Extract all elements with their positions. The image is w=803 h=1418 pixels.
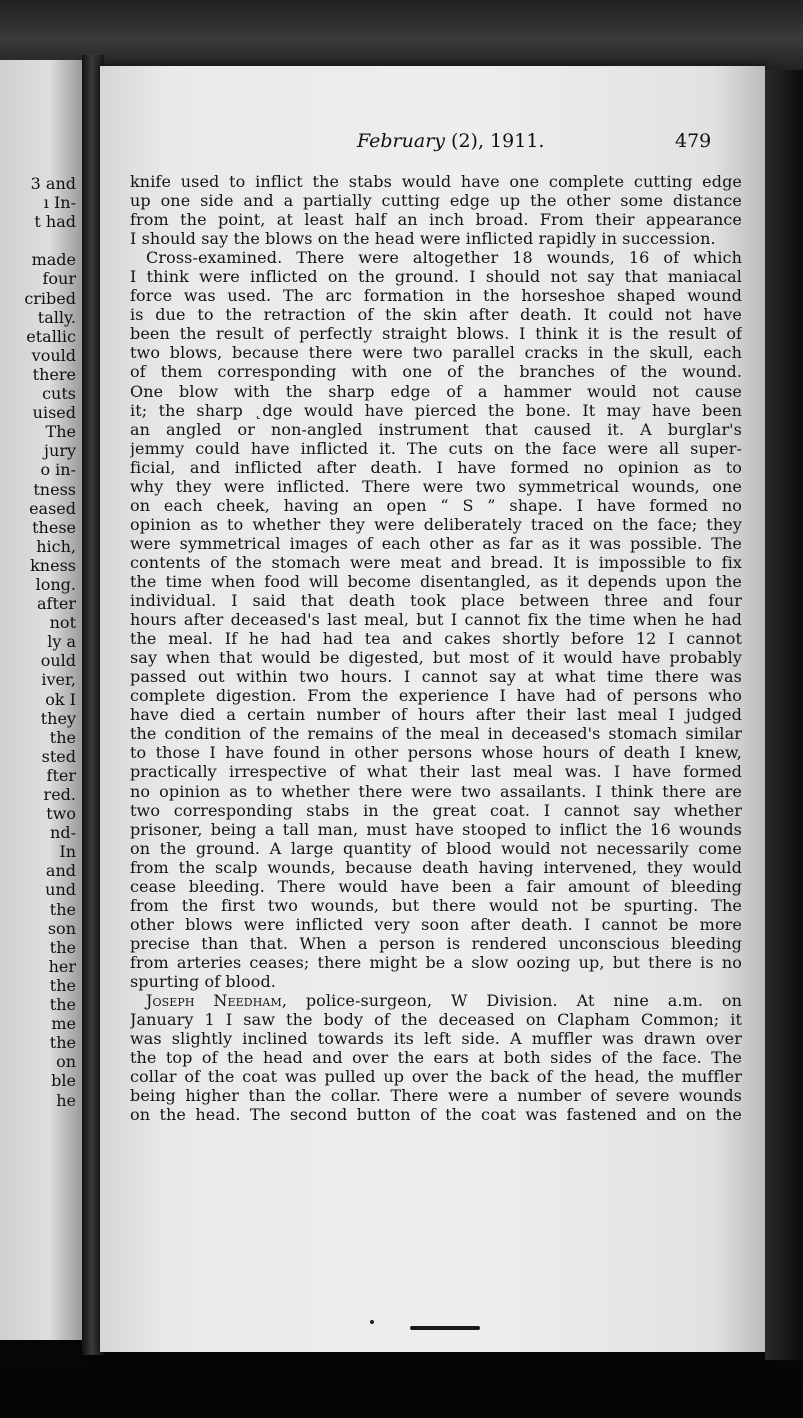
text-line: spurting of blood. [130, 971, 276, 991]
running-head [100, 130, 765, 156]
previous-page-fragment [0, 60, 85, 1340]
text-line: knife used to inflict the stabs would have one complete cutting edge [130, 172, 742, 191]
text-line: opinion as to whether they were deliberately traced on the face; they [130, 514, 742, 534]
previous-page-line: tness [33, 479, 76, 499]
text-line: contents of the stomach were meat and bread. It is impossible to fix [130, 552, 742, 572]
previous-page-line: son [47, 918, 76, 938]
previous-page-line: vould [31, 345, 76, 365]
text-line: I should say the blows on the head were inflicted rapidly in succession. [130, 229, 716, 249]
previous-page-line: 3 and [30, 174, 76, 193]
previous-page-line: and [45, 861, 76, 881]
previous-page-line [24, 231, 76, 250]
previous-page-line: cuts [42, 384, 76, 404]
text-line: cease bleeding. There would have been a fair amount of bleeding [130, 876, 742, 896]
previous-page-line: these [32, 517, 76, 537]
previous-page-line: after [36, 594, 76, 614]
previous-page-line: hich, [36, 536, 76, 556]
previous-page-line: tally. [37, 307, 76, 327]
previous-page-line: jury [44, 441, 76, 461]
text-line: passed out within two hours. I cannot say at what time there was [130, 667, 742, 687]
text-line: the condition of the remains of the meal in deceased's stomach similar [130, 724, 742, 744]
previous-page-line: uised [32, 403, 76, 423]
text-line: the meal. If he had had tea and cakes shortly before 12 I cannot [130, 629, 742, 649]
previous-page-line: long. [35, 574, 76, 594]
previous-page-line: nd- [50, 823, 76, 843]
text-line: complete digestion. From the experience I have had of persons who [130, 686, 742, 706]
text-line: January 1 I saw the body of the deceased on Clapham Common; it [130, 1010, 742, 1030]
printer-mark [370, 1320, 490, 1332]
text-line: individual. I said that death took place between three and four [130, 591, 742, 611]
page-number: 479 [675, 130, 712, 152]
text-line: is due to the retraction of the skin after death. It could not have [130, 305, 742, 325]
text-line: been the result of perfectly straight blows. I think it is the result of [130, 324, 742, 344]
text-line: from arteries ceases; there might be a slow oozing up, but there is no [130, 952, 742, 972]
text-line: up one side and a partially cutting edge up the other some distance [130, 191, 742, 211]
previous-page-line: In [59, 842, 76, 862]
date-month: February [357, 130, 446, 152]
previous-page-line: ould [40, 651, 76, 671]
text-line: from the point, at least half an inch broad. From their appearance [130, 210, 742, 230]
text-line: hours after deceased's last meal, but I cannot fix the time when he had [130, 610, 742, 630]
text-line: it; the sharp ˛dge would have pierced the bone. It may have been [130, 400, 742, 420]
printer-dot [370, 1320, 374, 1324]
previous-page-line: the [49, 975, 76, 995]
previous-page-line: fter [46, 765, 76, 785]
previous-page-line: the [49, 727, 76, 747]
text-line: no opinion as to whether there were two assailants. I think there are [130, 781, 742, 801]
text-line: an angled or non-angled instrument that caused it. A burglar's [130, 419, 742, 439]
text-line: being higher than the collar. There were a number of severe wounds [130, 1086, 742, 1106]
previous-page-line: kness [30, 555, 76, 575]
text-line: other blows were inflicted very soon after death. I cannot be more [130, 914, 742, 934]
text-line: have died a certain number of hours after their last meal I judged [130, 705, 742, 725]
previous-page-line: her [48, 956, 76, 976]
text-line: two corresponding stabs in the great coat. I cannot say whether [130, 800, 742, 820]
right-dark-edge [765, 70, 803, 1360]
text-line: Cross-examined. There were altogether 18 wounds, 16 of which [146, 248, 742, 268]
previous-page-line: me [51, 1014, 76, 1034]
printer-rule [410, 1326, 480, 1330]
previous-page-line: two [46, 804, 76, 824]
text-line: from the scalp wounds, because death having intervened, they would [130, 857, 742, 877]
page-date [357, 130, 544, 152]
text-line: the top of the head and over the ears at both sides of the face. The [130, 1048, 742, 1068]
text-line: was slightly inclined towards its left side. A muffler was drawn over [130, 1029, 742, 1049]
previous-page-line: cribed [24, 288, 76, 308]
text-line: to those I have found in other persons whose hours of death I knew, [130, 743, 742, 763]
previous-page-line: sted [41, 746, 76, 766]
previous-page-line: the [49, 1033, 76, 1053]
text-line-rest: , police-surgeon, W Division. At nine a.m. on [281, 991, 742, 1011]
previous-page-line: ble [51, 1071, 76, 1091]
witness-name: Joseph Needham [146, 991, 282, 1011]
text-line: on each cheek, having an open “ S ” shape. I have formed no [130, 495, 742, 515]
text-line: from the first two wounds, but there would not be spurting. The [130, 895, 742, 915]
previous-page-line: made [31, 250, 76, 270]
previous-page-line: on [56, 1052, 76, 1072]
previous-page-line: ı In- [43, 193, 76, 213]
text-line: the time when food will become disentangled, as it depends upon the [130, 571, 742, 591]
previous-page-text [24, 174, 76, 1110]
previous-page-line: the [49, 995, 76, 1015]
page-479 [100, 66, 765, 1352]
previous-page-line: eased [29, 498, 76, 518]
previous-page-line: not [49, 613, 76, 633]
page-body-text [130, 172, 742, 1124]
previous-page-line: red. [43, 785, 76, 804]
previous-page-line: iver, [41, 670, 76, 690]
previous-page-line: t had [34, 212, 76, 232]
text-line: I think were inflicted on the ground. I should not say that maniacal [130, 267, 742, 287]
previous-page-line: und [45, 880, 76, 900]
text-line: jemmy could have inflicted it. The cuts on the face were all super- [130, 438, 742, 458]
text-line [130, 991, 742, 1010]
text-line: practically irrespective of what their last meal was. I have formed [130, 762, 742, 782]
previous-page-line: etallic [26, 326, 76, 346]
previous-page-line: ly a [47, 632, 76, 652]
previous-page-line: there [32, 364, 76, 384]
text-line: on the ground. A large quantity of blood would not necessarily come [130, 838, 742, 858]
previous-page-line: the [49, 937, 76, 957]
previous-page-line: The [45, 422, 76, 442]
text-line: ficial, and inflicted after death. I have formed no opinion as to [130, 457, 742, 477]
previous-page-line: four [42, 269, 76, 289]
text-line: prisoner, being a tall man, must have stooped to inflict the 16 wounds [130, 819, 742, 839]
text-line: One blow with the sharp edge of a hammer would not cause [130, 381, 742, 401]
previous-page-line: o in- [40, 460, 76, 480]
text-line: on the head. The second button of the coat was fastened and on the [130, 1105, 742, 1125]
previous-page-line: they [40, 708, 76, 728]
text-line: precise than that. When a person is rendered unconscious bleeding [130, 933, 742, 953]
text-line: force was used. The arc formation in the horseshoe shaped wound [130, 286, 742, 306]
text-line: of them corresponding with one of the branches of the wound. [130, 362, 742, 382]
text-line: say when that would be digested, but most of it would have probably [130, 648, 742, 668]
previous-page-line: ok I [45, 689, 76, 709]
date-rest: (2), 1911. [445, 130, 545, 152]
text-line: two blows, because there were two parallel cracks in the skull, each [130, 343, 742, 363]
previous-page-line: the [49, 899, 76, 919]
previous-page-line: he [56, 1090, 76, 1110]
text-line: were symmetrical images of each other as far as it was possible. The [130, 533, 742, 553]
text-line: collar of the coat was pulled up over the back of the head, the muffler [130, 1067, 742, 1087]
text-line: why they were inflicted. There were two symmetrical wounds, one [130, 476, 742, 496]
